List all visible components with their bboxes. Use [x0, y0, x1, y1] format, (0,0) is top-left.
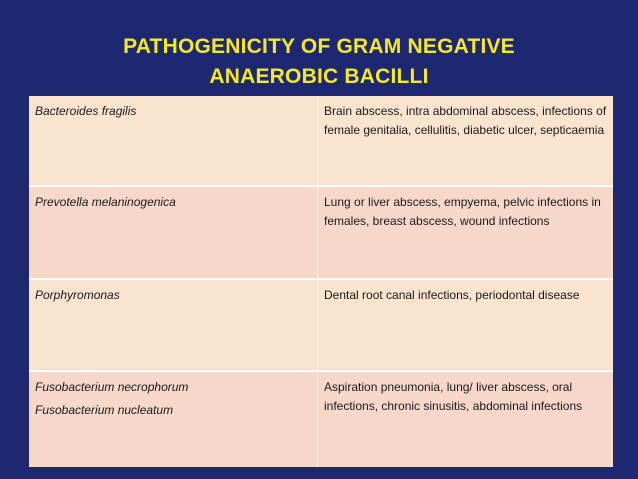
slide-title: [0, 32, 638, 92]
infections-cell: Brain abscess, intra abdominal abscess, infections of female genitalia, cellulitis, diabetic ulcer, septicaemia: [318, 96, 614, 186]
organism-cell: [29, 96, 318, 186]
table-row: [29, 96, 613, 186]
slide-title-line-2: ANAEROBIC BACILLI: [209, 65, 429, 88]
organism-cell: [29, 186, 318, 279]
infections-cell: Lung or liver abscess, empyema, pelvic infections in females, breast abscess, wound infections: [318, 186, 614, 279]
table-row: [29, 279, 613, 371]
organism-name: Porphyromonas: [35, 288, 120, 302]
organism-name: Prevotella melaninogenica: [35, 195, 176, 209]
table-row: [29, 371, 613, 467]
organism-cell: [29, 279, 318, 371]
slide-title-line-1: PATHOGENICITY OF GRAM NEGATIVE: [123, 35, 515, 58]
organism-name: Fusobacterium nucleatum: [35, 403, 174, 417]
table-row: [29, 186, 613, 279]
infections-cell: Dental root canal infections, periodontal disease: [318, 279, 614, 371]
organism-cell: [29, 371, 318, 467]
infections-cell: Aspiration pneumonia, lung/ liver abscess, oral infections, chronic sinusitis, abdominal infections: [318, 371, 614, 467]
organism-name: Bacteroides fragilis: [35, 104, 137, 118]
pathogenicity-table: [29, 96, 613, 467]
organism-name: Fusobacterium necrophorum: [35, 380, 189, 394]
